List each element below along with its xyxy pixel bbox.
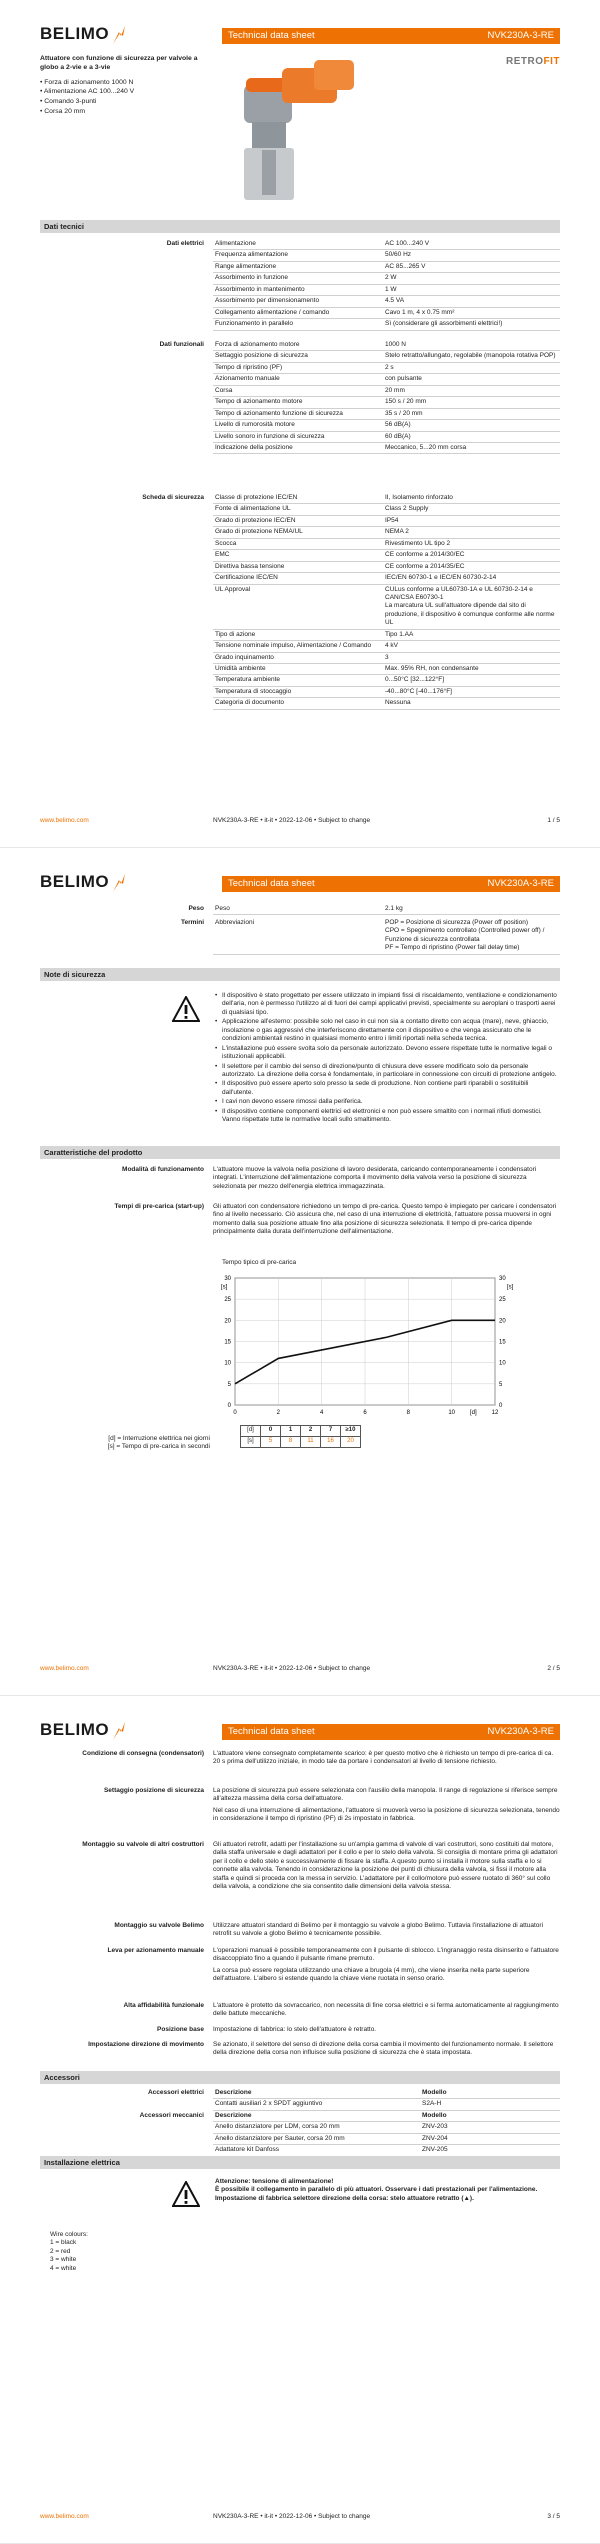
y-axis-label-right: [s]	[507, 1284, 514, 1291]
spec-row	[213, 675, 560, 686]
y-tick-label: 20	[224, 1318, 231, 1325]
spec-key: Livello sonoro in funzione di sicurezza	[215, 432, 325, 440]
spec-row	[213, 397, 560, 408]
spec-row	[213, 386, 560, 397]
spec-key: Tipo di azione	[215, 630, 256, 638]
section-accessories: Accessori	[40, 2071, 560, 2084]
spec-key: Tempo di azionamento funzione di sicurezza	[215, 409, 343, 417]
spec-row	[213, 653, 560, 664]
feature-setpos: Settaggio posizione di sicurezza La posizione di sicurezza può essere selezionata con l'ausilio della manopola. Il range di regolazione si riferisce sempre all'altezza massima della corsa dell'attuatore. Nel caso di una interruzione di alimentazione, l'attuatore si muoverà verso la posizione di sicurezza selezionata, tenendo in considerazione il tempo di ripristino (PF) di 2s impostato in fabbrica.	[103, 1787, 560, 1823]
spec-value: IEC/EN 60730-1 e IEC/EN 60730-2-14	[385, 574, 497, 582]
page-3	[0, 1696, 600, 2544]
accessory-model: ZNV-205	[422, 2146, 448, 2154]
spec-key: Tempo di ripristino (PF)	[215, 363, 283, 371]
table-cell-day: 2	[301, 1426, 321, 1437]
logo-text: BELIMO	[40, 23, 110, 43]
precharge-table: [d] 0 1 2 7 ≥10 [s] 5 8 11 16 20	[240, 1425, 361, 1448]
x-axis-label: [d]	[469, 1410, 477, 1416]
accessory-model: ZNV-204	[422, 2134, 448, 2142]
spec-row	[213, 308, 560, 319]
safety-note: • L'installazione può essere svolta solo da personale autorizzato. Devono essere rispettate tutte le normative legali o istituzionali applicabili.	[215, 1045, 560, 1062]
spec-value: CE conforme a 2014/35/EC	[385, 562, 465, 570]
spec-value: AC 85...265 V	[385, 262, 426, 270]
spec-value: IP54	[385, 516, 399, 524]
spec-value: Max. 95% RH, non condensante	[385, 665, 479, 672]
spec-row	[213, 630, 560, 641]
section-features: Caratteristiche del prodotto	[40, 1146, 560, 1159]
spec-row	[213, 539, 560, 550]
feature-lever: Leva per azionamento manuale L'operazioni manuali è possibile temporaneamente con il pulsante di sblocco. L'ingranaggio resta disinserito e l'attuatore disaccoppiato fino a quando il pulsante rimane premuto. La corsa può essere regolata utilizzando una chiave a brugola (4 mm), che viene inserita nella parte superiore dell'attuatore. L'albero si estende quando la chiave viene ruotata in senso orario.	[107, 1947, 559, 1983]
x-tick-label: 0	[233, 1410, 237, 1416]
spec-value: CULus conforme a UL60730-1A e UL 60730-2-14 e CAN/CSA E60730-1 La marcatura UL sull'attuatore dipende dal sito di produzione, il dispositivo è comunque conforme alle norme UL	[385, 585, 555, 627]
table-cell-sec: 8	[281, 1436, 301, 1447]
product-image	[222, 40, 372, 205]
wire-colour: 2 = red	[50, 2247, 71, 2255]
spec-key: Assorbimento per dimensionamento	[215, 297, 320, 305]
y-tick-label: 5	[227, 1381, 231, 1388]
spec-value: 4 kV	[385, 642, 399, 650]
spec-key: Assorbimento in funzione	[215, 274, 288, 282]
intro-bullet: • Comando 3-punti	[40, 98, 97, 106]
header-bar: Technical data sheet NVK230A-3-RE	[222, 1724, 560, 1740]
safety-note: • Il dispositivo contiene componenti elettrici ed elettronici e non può essere smaltito con i normali rifiuti domestici. Vanno rispettate tutte le normative locali sullo smaltimento.	[215, 1108, 560, 1125]
spec-row	[213, 585, 560, 630]
spec-value: AC 100...240 V	[385, 240, 430, 247]
spec-key: Umidità ambiente	[215, 665, 266, 672]
spec-value: -40...80°C [-40...176°F]	[385, 687, 452, 695]
feature-mount-belimo: Montaggio su valvole Belimo Utilizzare attuatori standard di Belimo per il montaggio su valvole a globo Belimo. Tuttavia l'installazione di attuatori retrofit su valvole a globo Belimo è tecnicamente possibile.	[114, 1922, 544, 1938]
spec-value: 1 W	[385, 285, 397, 293]
spec-key: Alimentazione	[215, 240, 256, 247]
group-label: Dati elettrici	[166, 240, 204, 247]
wire-colour: 3 = white	[50, 2256, 77, 2264]
table-cell-sec: 5	[261, 1436, 281, 1447]
group-acc-mechanical: Accessori meccanici Descrizione Modello Anello distanziatore per LDM, corsa 20 mm ZNV-203 Anello distanziatore per Sauter, corsa 20 mm ZNV-204 Adattatore kit Danfoss ZNV-205	[40, 2111, 560, 2157]
feature-mount-other: Montaggio su valvole di altri costruttori Gli attuatori retrofit, adatti per l'installazione su un'ampia gamma di valvole di vari costruttori, sono costituiti dal motore, dalla staffa universale e dagli adattatori per il collo e per lo stelo della valvola. Si consiglia di montare prima gli adattatori per il collo e dello stelo e successivamente di fissare la staffa. A questo punto si installa il motore sulla staffa e lo si connette alla valvola. Tenendo in considerazione la posizione dei punti di chiusura della valvola, si fissi il motore alla staffa e quindi si proceda con la messa in servizio. L'adattatore per il collo/motore può essere ruotato di 360° sul collo della valvola, a condizione che sia consentito dalle dimensioni della valvola stessa.	[82, 1841, 558, 1891]
spec-row	[213, 493, 560, 504]
y-tick-label: 30	[224, 1276, 231, 1282]
spec-row	[213, 340, 560, 351]
group-label: Scheda di sicurezza	[142, 494, 204, 501]
accessory-row	[213, 2134, 560, 2145]
spec-value: 2 s	[385, 363, 394, 371]
spec-key: Tempo di azionamento motore	[215, 398, 303, 406]
footer	[40, 817, 560, 825]
x-tick-label: 10	[448, 1410, 456, 1416]
footer-meta: NVK230A-3-RE • it-it • 2022-12-06 • Subject to change	[213, 816, 371, 824]
spec-value: Nessuna	[385, 699, 411, 707]
footer: www.belimo.com NVK230A-3-RE • it-it • 2022-12-06 • Subject to change 3 / 5	[40, 2512, 560, 2520]
spec-row	[213, 420, 560, 431]
y-tick-label-right: 5	[499, 1381, 503, 1388]
y-tick-label-right: 10	[499, 1360, 506, 1367]
y-tick-label: 10	[224, 1360, 231, 1367]
spec-value: II, Isolamento rinforzato	[385, 494, 453, 501]
spec-key: Direttiva bassa tensione	[215, 562, 285, 570]
intro	[40, 55, 210, 118]
logo-mark-icon	[111, 24, 127, 44]
table-cell-day: 1	[281, 1426, 301, 1437]
spec-value: 150 s / 20 mm	[385, 398, 427, 406]
section-tech: Dati tecnici	[40, 220, 560, 233]
group-functional	[40, 340, 560, 454]
x-tick-label: 4	[319, 1410, 324, 1416]
spec-key: Frequenza alimentazione	[215, 251, 288, 259]
spec-row	[213, 443, 560, 454]
spec-key: Fonte di alimentazione UL	[215, 505, 291, 513]
y-tick-label-right: 20	[499, 1318, 506, 1325]
spec-row	[213, 550, 560, 561]
header-title: Technical data sheet	[228, 29, 315, 41]
x-tick-label: 6	[363, 1410, 367, 1416]
spec-value: 50/60 Hz	[385, 251, 412, 259]
safety-note: • I cavi non devono essere rimossi dalla periferica.	[215, 1098, 560, 1106]
y-axis-label: [s]	[221, 1284, 228, 1291]
spec-row	[213, 319, 560, 330]
spec-value: 2 W	[385, 274, 397, 282]
table-cell-sec: 11	[301, 1436, 321, 1447]
spec-row	[213, 698, 560, 709]
spec-value: 2.1 kg	[385, 905, 403, 912]
warning-icon	[172, 2181, 200, 2207]
belimo-logo: BELIMO	[40, 868, 127, 896]
spec-key: EMC	[215, 551, 230, 559]
spec-value: 20 mm	[385, 386, 405, 394]
intro-title: Attuatore con funzione di sicurezza per valvole a globo a 2-vie e a 3-vie	[40, 55, 198, 71]
page-number: 1 / 5	[547, 816, 560, 824]
retrofit-logo: RETROFIT	[506, 56, 560, 67]
spec-value: POP = Posizione di sicurezza (Power off position) CPO = Spegnimento controllato (Controlled power off) / Funzione di sicurezza controllata PF = Tempo di ripristino (Power fail delay time)	[385, 919, 545, 952]
spec-key: Indicazione della posizione	[215, 443, 293, 451]
table-cell-day: ≥10	[341, 1426, 361, 1437]
spec-key: Peso	[215, 905, 230, 912]
spec-row	[213, 250, 560, 261]
spec-key: Grado inquinamento	[215, 653, 274, 661]
spec-key: Collegamento alimentazione / comando	[215, 308, 330, 316]
group-acc-electrical: Accessori elettrici Descrizione Modello Contatti ausiliari 2 x SPDT aggiuntivo S2A-H	[40, 2088, 560, 2111]
spec-key: Classe di protezione IEC/EN	[215, 494, 298, 501]
feature-mode: Modalità di funzionamento L'attuatore muove la valvola nella posizione di lavoro desiderata, caricando contemporaneamente i condensatori integrati. L'interruzione dell'alimentazione comporta il movimento della valvola verso la posizione di sicurezza selezionata per mezzo dell'energia elettrica immagazzinata.	[122, 1166, 537, 1190]
footer-url[interactable]: www.belimo.com	[40, 816, 89, 824]
spec-value: 60 dB(A)	[385, 432, 411, 440]
spec-value: 3	[385, 653, 389, 661]
y-tick-label: 0	[227, 1403, 231, 1409]
spec-row	[213, 527, 560, 538]
spec-row	[213, 641, 560, 652]
spec-row	[213, 363, 560, 374]
feature-delivery: Condizione di consegna (condensatori) L'attuatore viene consegnato completamente scarico: è per questo motivo che è richiesto un tempo di pre-carica di ca. 20 s prima dell'utilizzo iniziale, in modo tale da portare i condensatori al livello di tensione richiesto.	[82, 1750, 554, 1766]
spec-row	[213, 432, 560, 443]
safety-note: • Il dispositivo può essere aperto solo presso la sede di produzione. Non contiene parti riparabili o sostituibili dall'utente.	[215, 1080, 560, 1097]
spec-key: Azionamento manuale	[215, 375, 280, 383]
spec-value: Meccanico, 5...20 mm corsa	[385, 443, 467, 451]
accessory-desc: Anello distanziatore per Sauter, corsa 20 mm	[215, 2134, 345, 2142]
y-tick-label: 15	[224, 1339, 231, 1346]
logo-mark-icon	[111, 1720, 127, 1740]
spec-key: Certificazione IEC/EN	[215, 574, 278, 582]
x-tick-label: 8	[406, 1410, 411, 1416]
spec-value: 4.5 VA	[385, 297, 405, 305]
spec-value: con pulsante	[385, 375, 422, 383]
spec-value: NEMA 2	[385, 528, 409, 536]
section-install: Installazione elettrica	[40, 2156, 560, 2169]
chart-legend: [d] = Interruzione elettrica nei giorni [s] = Tempo di pre-carica in secondi	[107, 1435, 210, 1451]
spec-value: Tipo 1.AA	[385, 630, 414, 638]
spec-key: Forza di azionamento motore	[215, 341, 300, 348]
group-label: Dati funzionali	[159, 341, 204, 348]
spec-row	[213, 374, 560, 385]
spec-key: Categoria di documento	[215, 699, 285, 707]
spec-key: Abbreviazioni	[215, 919, 255, 926]
spec-key: Grado di protezione IEC/EN	[215, 516, 296, 524]
y-tick-label-right: 0	[499, 1403, 503, 1409]
footer: www.belimo.com NVK230A-3-RE • it-it • 2022-12-06 • Subject to change 2 / 5	[40, 1664, 560, 1672]
spec-value: 35 s / 20 mm	[385, 409, 423, 417]
table-cell-sec: 16	[321, 1436, 341, 1447]
spec-row	[213, 504, 560, 515]
group-weight: Peso Peso 2.1 kg	[40, 904, 560, 915]
y-tick-label: 25	[224, 1297, 231, 1304]
safety-note: • Il selettore per il cambio del senso di direzione/punto di chiusura deve essere modificato solo da personale autorizzato. La direzione della corsa è fondamentale, in particolare in connessione con circuiti di protezione antigelo.	[215, 1063, 560, 1080]
wire-colour: 1 = black	[50, 2239, 77, 2247]
group-electrical	[40, 239, 560, 331]
spec-key: Settaggio posizione di sicurezza	[215, 352, 308, 360]
spec-value: Cavo 1 m, 4 x 0.75 mm²	[385, 308, 455, 316]
install-warnings: Attenzione: tensione di alimentazione! È possibile il collegamento in parallelo di più attuatori. Osservare i dati prestazionali per l'alimentazione. Impostazione di fabbrica selettore direzione della corsa: stelo attuatore retratto (▲).	[215, 2178, 538, 2202]
spec-key: Assorbimento in mantenimento	[215, 285, 305, 293]
accessory-desc: Anello distanziatore per LDM, corsa 20 mm	[215, 2123, 340, 2131]
belimo-logo: BELIMO	[40, 1716, 127, 1744]
safety-notes	[215, 992, 560, 1126]
spec-row	[213, 664, 560, 675]
table-cell-day: 7	[321, 1426, 341, 1437]
accessory-model: S2A-H	[422, 2100, 442, 2108]
spec-row	[213, 918, 560, 955]
accessory-model: ZNV-203	[422, 2123, 448, 2131]
precharge-chart	[205, 1270, 525, 1422]
spec-key: Range alimentazione	[215, 262, 277, 270]
logo-mark-icon	[111, 872, 127, 892]
table-cell-sec: 20	[341, 1436, 361, 1447]
x-tick-label: 12	[491, 1410, 499, 1416]
spec-row	[213, 351, 560, 362]
safety-note: • Applicazione all'esterno: possibile solo nel caso in cui non sia a contatto diretto con acqua (mare), neve, ghiaccio, insolazione o gas aggressivi che interferiscono direttamente con il dispositivo e che venga assicurato che le condizioni ambientali restino in qualsiasi momento entro i limiti riportati nella scheda tecnica.	[215, 1018, 560, 1043]
section-safety-notes: Note di sicurezza	[40, 968, 560, 981]
spec-row	[213, 516, 560, 527]
x-tick-label: 2	[276, 1410, 281, 1416]
group-terms: Termini Abbreviazioni POP = Posizione di sicurezza (Power off position) CPO = Spegnimento controllato (Controlled power off) / Funzione di sicurezza controllata PF = Tempo di ripristino (Power fail delay time)	[40, 918, 560, 955]
spec-key: Temperatura di stoccaggio	[215, 687, 292, 695]
warning-icon	[172, 996, 200, 1022]
safety-note: • Il dispositivo è stato progettato per essere utilizzato in impianti fissi di riscaldamento, ventilazione e condizionamento dell'aria, non è permesso l'utilizzo al di fuori dei campi applicativi previsti, specialmente su aeroplani o trasporti aerei di qualsiasi tipo.	[215, 992, 560, 1017]
spec-value: CE conforme a 2014/30/EC	[385, 551, 465, 559]
spec-key: Scocca	[215, 539, 237, 547]
spec-value: 1000 N	[385, 341, 406, 348]
spec-value: 0...50°C [32...122°F]	[385, 676, 445, 684]
spec-key: Tensione nominale impulso, Alimentazione / Comando	[215, 642, 372, 650]
accessory-desc: Contatti ausiliari 2 x SPDT aggiuntivo	[215, 2100, 323, 2108]
spec-value: 56 dB(A)	[385, 421, 411, 429]
spec-value: Class 2 Supply	[385, 505, 429, 513]
accessory-desc: Adattatore kit Danfoss	[215, 2146, 279, 2154]
intro-bullet: • Corsa 20 mm	[40, 108, 86, 116]
page-2	[0, 848, 600, 1696]
header-model: NVK230A-3-RE	[487, 29, 554, 41]
feature-home: Posizione base Impostazione di fabbrica: lo stelo dell'attuatore è retratto.	[157, 2026, 377, 2033]
spec-key: Livello di rumorosità motore	[215, 421, 295, 429]
accessory-row	[213, 2122, 560, 2133]
page-1	[0, 0, 600, 848]
spec-value: Rivestimento UL tipo 2	[385, 539, 451, 547]
accessory-row	[213, 2099, 560, 2110]
feature-reliab: Alta affidabilità funzionale L'attuatore è protetto da sovraccarico, non necessita di fine corsa elettrici e si ferma automaticamente al raggiungimento delle battute meccaniche.	[123, 2002, 559, 2018]
spec-row	[213, 296, 560, 307]
spec-row	[213, 285, 560, 296]
intro-bullets	[40, 79, 210, 117]
spec-row	[213, 687, 560, 698]
spec-key: Corsa	[215, 386, 233, 394]
spec-value: Sì (considerare gli assorbimenti elettrici!)	[385, 320, 503, 328]
spec-key: Temperatura ambiente	[215, 676, 281, 684]
feature-direction: Impostazione direzione di movimento Se azionato, il selettore del senso di direzione della corsa cambia il movimento del funzionamento normale. Il selettore della direzione della corsa non influisce sulla posizione di sicurezza che è stata impostata.	[88, 2041, 554, 2057]
chart-title: Tempo tipico di pre-carica	[222, 1259, 297, 1266]
spec-row	[213, 562, 560, 573]
spec-row	[213, 239, 560, 250]
belimo-logo	[40, 20, 127, 48]
y-tick-label-right: 15	[499, 1339, 506, 1346]
intro-bullet: • Forza di azionamento 1000 N	[40, 78, 134, 86]
y-tick-label-right: 25	[499, 1297, 506, 1304]
intro-bullet: • Alimentazione AC 100...240 V	[40, 88, 135, 96]
wire-colours: Wire colours: 1 = black 2 = red 3 = white 4 = white	[50, 2231, 88, 2272]
spec-row	[213, 573, 560, 584]
spec-row	[213, 273, 560, 284]
y-tick-label-right: 30	[499, 1276, 506, 1282]
feature-precharge: Tempi di pre-carica (start-up) Gli attuatori con condensatore richiedono un tempo di pre-carica. Questo tempo è impiegato per caricare i condensatori fino al livello necessario. Ciò assicura che, nel caso di una interruzione di elettricità, l'attuatore possa muoversi in ogni momento dalla sua posizione attuale fino alla posizione di sicurezza selezionata. Il tempo di pre-carica dipende principalmente dalla durata dell'interruzione dell'alimentazione.	[114, 1203, 557, 1236]
group-safety	[40, 493, 560, 710]
spec-key: Grado di protezione NEMA/UL	[215, 528, 303, 536]
spec-row	[213, 262, 560, 273]
wire-colour: 4 = white	[50, 2264, 77, 2272]
spec-key: UL Approval	[215, 585, 251, 593]
spec-key: Funzionamento in parallelo	[215, 320, 294, 328]
spec-row	[213, 904, 560, 915]
spec-value: Stelo retratto/allungato, regolabile (manopola rotativa POP)	[385, 352, 556, 360]
table-cell-day: 0	[261, 1426, 281, 1437]
spec-row	[213, 409, 560, 420]
header-bar: Technical data sheet NVK230A-3-RE	[222, 876, 560, 892]
